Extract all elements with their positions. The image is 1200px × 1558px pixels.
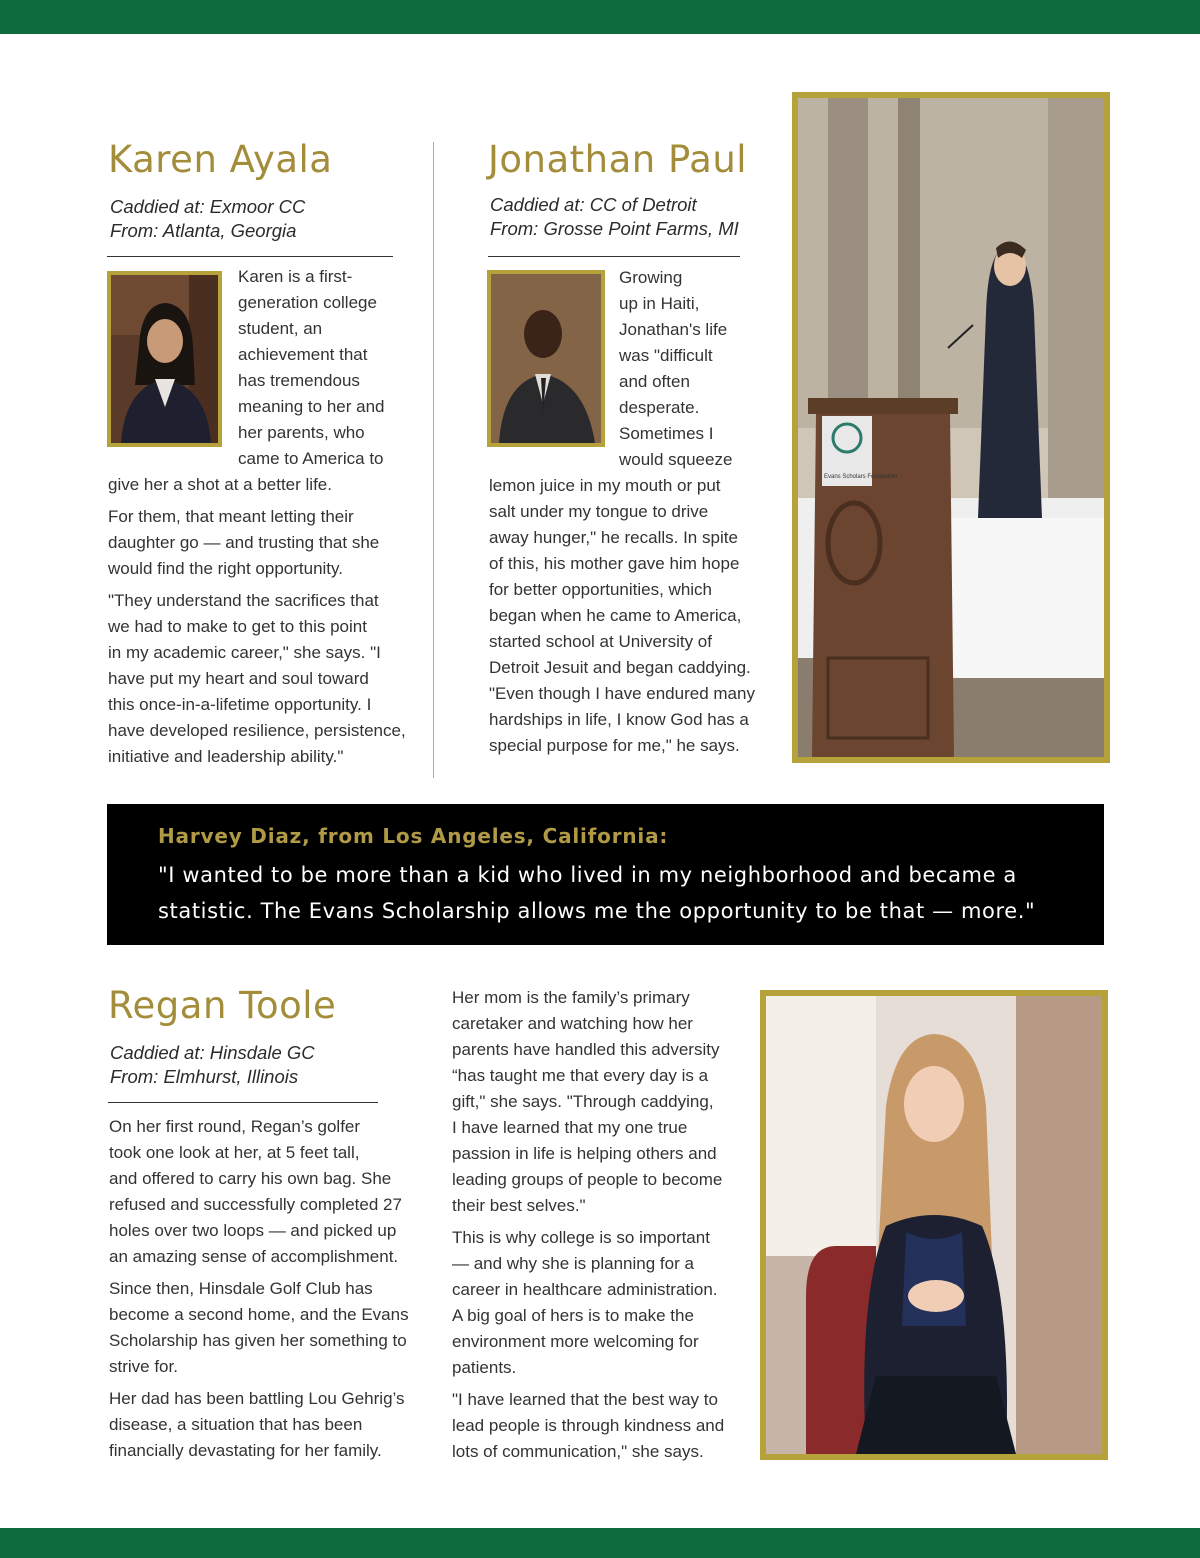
text-line: we had to make to get to this point	[108, 617, 367, 636]
column-divider	[433, 142, 434, 778]
pull-quote	[107, 804, 1104, 945]
text-line: daughter go — and trusting that she	[108, 533, 380, 552]
text-line: lots of communication," she says.	[452, 1442, 704, 1461]
text-line: On her first round, Regan’s golfer	[109, 1117, 361, 1136]
top-band	[0, 0, 1200, 34]
quote-text	[158, 857, 1035, 929]
regan-col1-text	[109, 1114, 419, 1470]
text-line: refused and successfully completed 27	[109, 1195, 402, 1214]
bottom-band	[0, 1528, 1200, 1558]
text-line: have developed resilience, persistence,	[108, 721, 406, 740]
text-line: desperate.	[619, 398, 700, 417]
jonathan-wrap-text	[619, 265, 732, 473]
text-line: Karen is a first-	[238, 267, 353, 286]
text-line: salt under my tongue to drive	[489, 502, 709, 521]
text-line: have put my heart and soul toward	[108, 669, 369, 688]
paragraph	[109, 1276, 419, 1380]
regan-caddied: Caddied at: Hinsdale GC	[110, 1042, 315, 1063]
quote-line: "I wanted to be more than a kid who lived in my neighborhood and became a	[158, 863, 1017, 887]
text-line: passion in life is helping others and	[452, 1144, 717, 1163]
text-line: For them, that meant letting their	[108, 507, 354, 526]
regan-from: From: Elmhurst, Illinois	[110, 1066, 299, 1087]
karen-caddied: Caddied at: Exmoor CC	[110, 196, 306, 217]
text-line: "I have learned that the best way to	[452, 1390, 718, 1409]
text-line: lead people is through kindness and	[452, 1416, 725, 1435]
regan-col2-text	[452, 985, 742, 1471]
text-line: away hunger," he recalls. In spite	[489, 528, 738, 547]
text-line: for better opportunities, which	[489, 580, 713, 599]
paragraph	[452, 1387, 742, 1465]
text-line: Sometimes I	[619, 424, 714, 443]
text-line: their best selves."	[452, 1196, 586, 1215]
paragraph	[108, 472, 408, 498]
text-line: "They understand the sacrifices that	[108, 591, 379, 610]
text-line: Jonathan's life	[619, 320, 728, 339]
text-line: would find the right opportunity.	[108, 559, 343, 578]
quote-attribution: Harvey Diaz, from Los Angeles, California:	[158, 824, 669, 848]
text-line: would squeeze	[619, 450, 733, 469]
text-line: her parents, who	[238, 423, 365, 442]
jonathan-rule	[488, 256, 740, 257]
karen-from: From: Atlanta, Georgia	[110, 220, 297, 241]
text-line: Scholarship has given her something to	[109, 1331, 407, 1350]
text-line: environment more welcoming for	[452, 1332, 699, 1351]
text-line: Since then, Hinsdale Golf Club has	[109, 1279, 373, 1298]
text-line: an amazing sense of accomplishment.	[109, 1247, 399, 1266]
text-line: Her dad has been battling Lou Gehrig’s	[109, 1389, 405, 1408]
text-line: of this, his mother gave him hope	[489, 554, 740, 573]
text-line: came to America to	[238, 449, 384, 468]
paragraph	[452, 985, 742, 1219]
podium-sign-text: Evans Scholars Foundation	[824, 474, 898, 480]
text-line: "Even though I have endured many	[489, 684, 755, 703]
karen-body-text	[108, 472, 408, 776]
text-line: Her mom is the family’s primary	[452, 988, 690, 1007]
karen-name: Karen Ayala	[108, 138, 333, 181]
text-line: was "difficult	[619, 346, 713, 365]
text-line: and often	[619, 372, 690, 391]
paragraph	[452, 1225, 742, 1381]
text-line: lemon juice in my mouth or put	[489, 476, 721, 495]
regan-photo	[760, 990, 1108, 1460]
regan-name: Regan Toole	[108, 984, 337, 1027]
text-line: leading groups of people to become	[452, 1170, 723, 1189]
text-line: disease, a situation that has been	[109, 1415, 363, 1434]
jonathan-name: Jonathan Paul	[488, 138, 748, 181]
paragraph	[109, 1114, 419, 1270]
text-line: started school at University of	[489, 632, 712, 651]
text-line: up in Haiti,	[619, 294, 700, 313]
jonathan-caddied: Caddied at: CC of Detroit	[490, 194, 697, 215]
text-line: holes over two loops — and picked up	[109, 1221, 397, 1240]
text-line: Detroit Jesuit and began caddying.	[489, 658, 751, 677]
text-line: patients.	[452, 1358, 517, 1377]
paragraph	[108, 504, 408, 582]
text-line: initiative and leadership ability."	[108, 747, 344, 766]
regan-meta	[110, 1041, 315, 1089]
text-line: in my academic career," she says. "I	[108, 643, 381, 662]
podium-photo	[792, 92, 1110, 763]
text-line: give her a shot at a better life.	[108, 475, 332, 494]
text-line: strive for.	[109, 1357, 178, 1376]
karen-portrait	[107, 271, 222, 447]
paragraph	[109, 1386, 419, 1464]
text-line: This is why college is so important	[452, 1228, 710, 1247]
text-line: Growing	[619, 268, 683, 287]
text-line: career in healthcare administration.	[452, 1280, 718, 1299]
text-line: A big goal of hers is to make the	[452, 1306, 694, 1325]
karen-meta	[110, 195, 305, 243]
jonathan-meta	[490, 193, 739, 241]
regan-rule	[108, 1102, 378, 1103]
quote-line: statistic. The Evans Scholarship allows me the opportunity to be that — more."	[158, 899, 1036, 923]
text-line: took one look at her, at 5 feet tall,	[109, 1143, 360, 1162]
jonathan-portrait	[487, 270, 605, 447]
text-line: generation college	[238, 293, 377, 312]
karen-rule	[107, 256, 393, 257]
text-line: — and why she is planning for a	[452, 1254, 694, 1273]
text-line: special purpose for me," he says.	[489, 736, 740, 755]
text-line: parents have handled this adversity	[452, 1040, 720, 1059]
karen-wrap-text	[238, 264, 385, 472]
text-line: achievement that	[238, 345, 368, 364]
jonathan-from: From: Grosse Point Farms, MI	[490, 218, 739, 239]
text-line: gift," she says. "Through caddying,	[452, 1092, 714, 1111]
text-line: has tremendous	[238, 371, 360, 390]
text-line: financially devastating for her family.	[109, 1441, 382, 1460]
paragraph	[108, 588, 408, 770]
text-line: began when he came to America,	[489, 606, 742, 625]
text-line: caretaker and watching how her	[452, 1014, 693, 1033]
text-line: and offered to carry his own bag. She	[109, 1169, 392, 1188]
jonathan-body-text	[489, 473, 755, 759]
text-line: meaning to her and	[238, 397, 385, 416]
text-line: become a second home, and the Evans	[109, 1305, 409, 1324]
text-line: “has taught me that every day is a	[452, 1066, 709, 1085]
text-line: I have learned that my one true	[452, 1118, 688, 1137]
text-line: hardships in life, I know God has a	[489, 710, 749, 729]
text-line: this once-in-a-lifetime opportunity. I	[108, 695, 372, 714]
text-line: student, an	[238, 319, 323, 338]
